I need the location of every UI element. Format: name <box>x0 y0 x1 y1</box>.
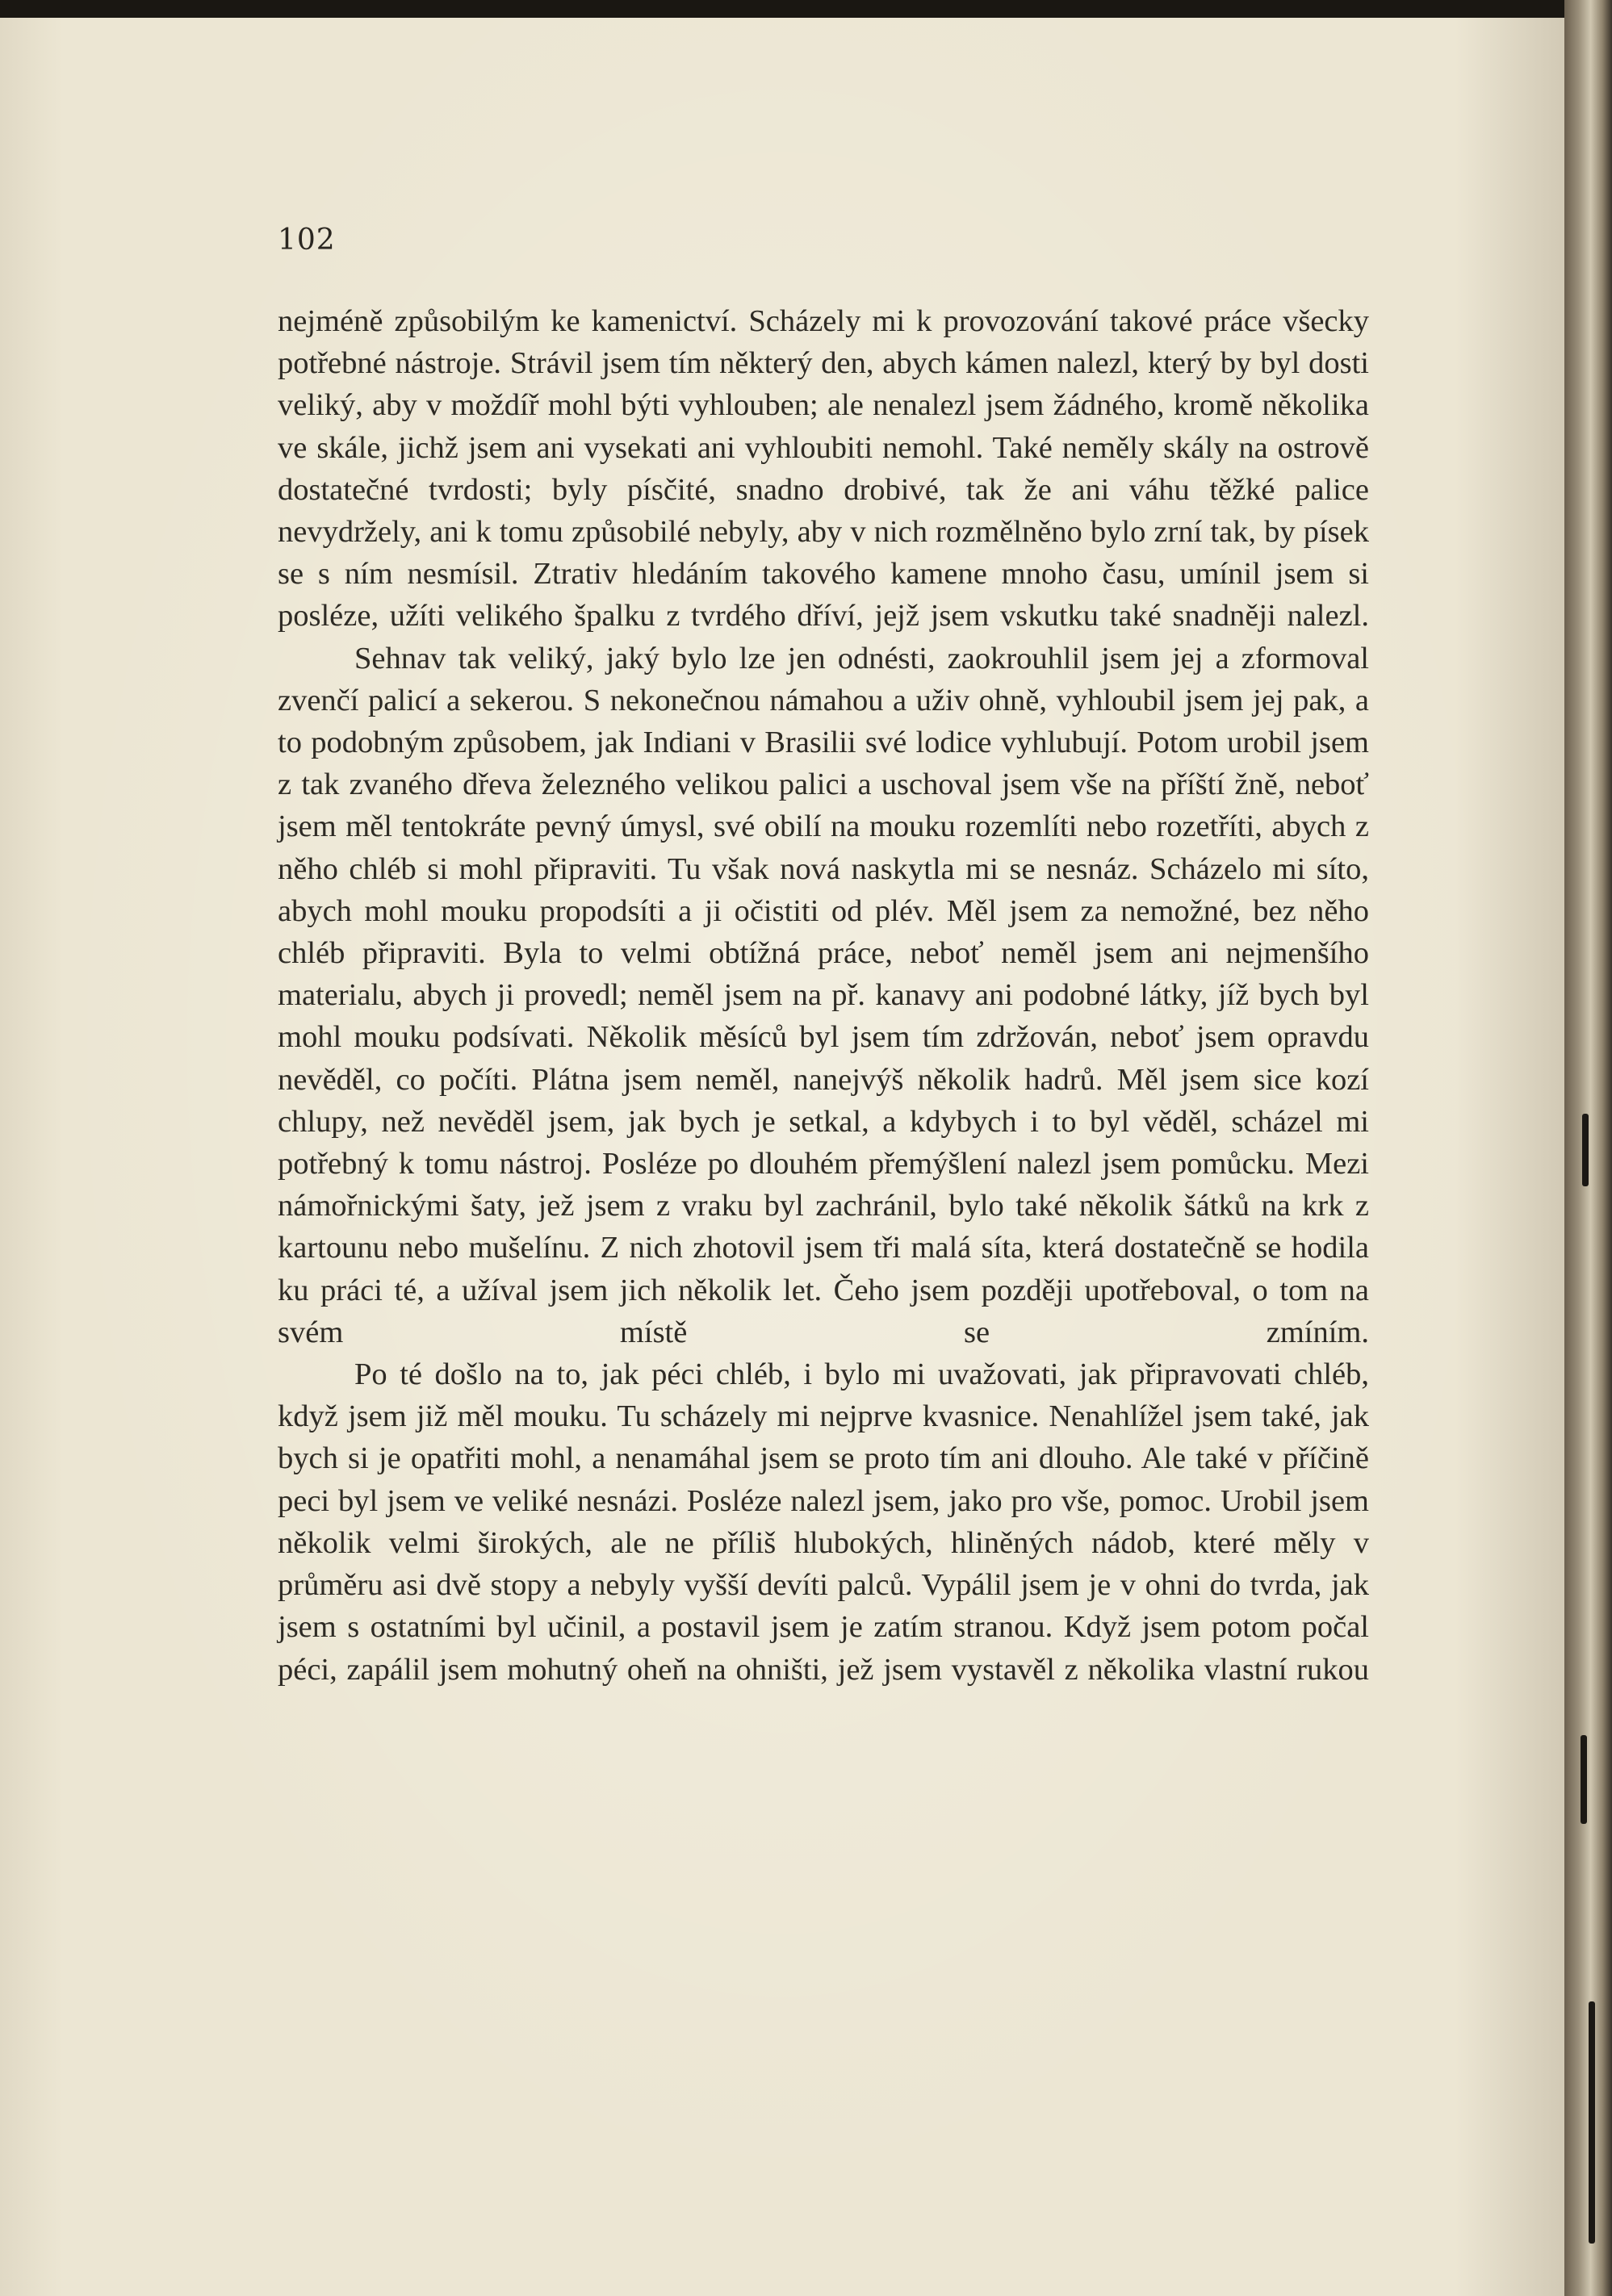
spine-mark <box>1589 2001 1595 2244</box>
body-text <box>278 300 1369 1691</box>
paragraph-3: Po té došlo na to, jak péci chléb, i bylo mi uvažovati, jak připravovati chléb, když jsem již měl mouku. Tu scházely mi nejprve kvasnice. Nenahlížel jsem také, jak bych si je opatřiti mohl, a nenamáhal jsem se proto tím ani dlouho. Ale také v příčině peci byl jsem ve veliké nesnázi. Posléze nalezl jsem, jako pro vše, pomoc. Urobil jsem několik velmi širokých, ale ne příliš hlubokých, hliněných nádob, které měly v průměru asi dvě stopy a nebyly vyšší devíti palců. Vypálil jsem je v ohni do tvrda, jak jsem s ostatními byl učinil, a postavil jsem je zatím stranou. Když jsem potom počal péci, zapálil jsem mohutný oheň na ohništi, jež jsem vystavěl z několika vlastní rukou <box>278 1357 1369 1687</box>
paragraph-2: Sehnav tak veliký, jaký bylo lze jen odnésti, zaokrouhlil jsem jej a zformoval zvenčí palicí a sekerou. S nekonečnou námahou a uživ ohně, vyhloubil jsem jej pak, a to podobným způsobem, jak Indiani v Brasilii své lodice vyhlubují. Potom urobil jsem z tak zvaného dřeva železného velikou palici a uschoval jsem vše na příští žně, neboť jsem měl tentokráte pevný úmysl, své obilí na mouku rozemlíti nebo rozetříti, abych z něho chléb si mohl připraviti. Tu však nová naskytla mi se nesnáz. Scházelo mi síto, abych mohl mouku propodsíti a ji očistiti od plév. Měl jsem za nemožné, bez něho chléb připraviti. Byla to velmi obtížná práce, neboť neměl jsem ani nejmenšího materialu, abych ji provedl; neměl jsem na př. kanavy ani podobné látky, jíž bych byl mohl mouku podsívati. Několik měsíců byl jsem tím zdržován, neboť jsem opravdu nevěděl, co počíti. Plátna jsem neměl, nanejvýš několik hadrů. Měl jsem sice kozí chlupy, než nevěděl jsem, jak bych je setkal, a kdybych i to byl věděl, scházel mi potřebný k tomu nástroj. Posléze po dlouhém přemýšlení nalezl jsem pomůcku. Mezi námořnickými šaty, jež jsem z vraku byl zachránil, bylo také několik šátků na krk z kartounu nebo mušelínu. Z nich zhotovil jsem tři malá síta, která dostatečně se hodila ku práci té, a užíval jsem jich několik let. Čeho jsem později upotřeboval, o tom na svém místě se zmíním. <box>278 641 1369 1349</box>
paragraph-1: nejméně způsobilým ke kamenictví. Scházely mi k provozování takové práce všecky potřebné nástroje. Strávil jsem tím některý den, abych kámen nalezl, který by byl dosti veliký, aby v moždíř mohl býti vyhlouben; ale nenalezl jsem žádného, kromě několika ve skále, jichž jsem ani vysekati ani vyhloubiti nemohl. Také neměly skály na ostrově dostatečné tvrdosti; byly písčité, snadno drobivé, tak že ani váhu těžké palice nevydržely, ani k tomu způsobilé nebyly, aby v nich rozmělněno bylo zrní tak, by písek se s ním nesmísil. Ztrativ hledáním takového kamene mnoho času, umínil jsem si posléze, užíti velikého špalku z tvrdého dříví, jejž jsem vskutku také snadněji nalezl. <box>278 304 1369 634</box>
book-spine-edge <box>1564 0 1612 2296</box>
paper-sheet <box>0 18 1564 2296</box>
spine-mark <box>1581 1735 1587 1824</box>
page-number: 102 <box>278 224 336 257</box>
spine-mark <box>1582 1114 1589 1186</box>
